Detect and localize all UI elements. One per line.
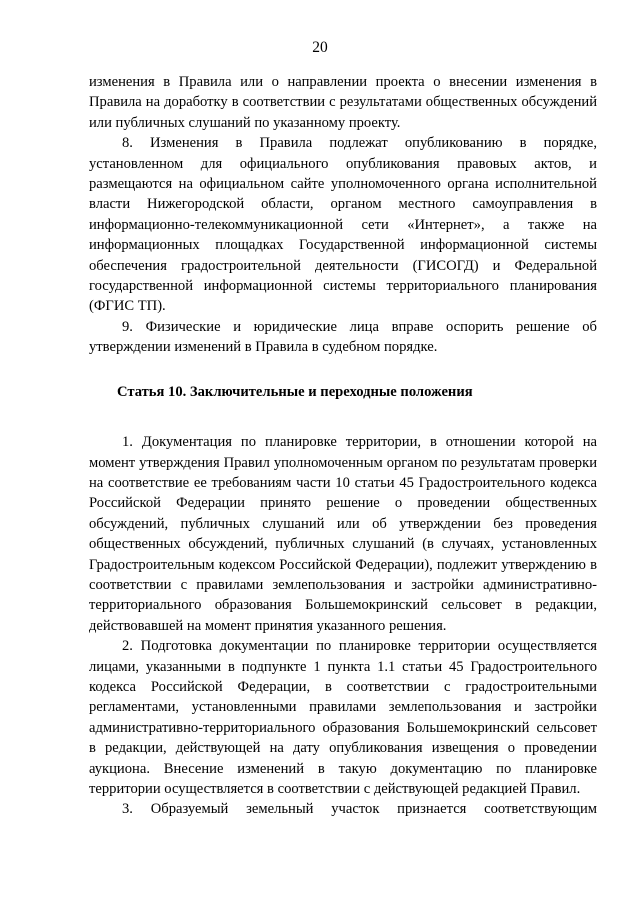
paragraph-8 [89,133,597,317]
text-line: 8. Изменения в Правила подлежат опубликованию в порядке, [122,135,597,152]
text-line: установленном для официального опубликования правовых актов, и [89,155,597,172]
text-line: обсуждений, публичных слушаний или об утверждении без проведения [89,515,597,532]
text-line: кодекса Российской Федерации, в соответствии с градостроительными [89,678,597,695]
document-body [89,72,597,820]
text-line: (ФГИС ТП). [89,298,166,315]
paragraph-intro [89,72,597,133]
page-number: 20 [312,39,328,56]
text-line: регламентами, установленными правилами землепользования и застройки [89,699,597,716]
text-line: соответствии с правилами землепользования и застройки административно- [89,576,597,593]
text-line: информационно-телекоммуникационной сети «Интернет», а также на [89,216,597,233]
article-heading: Статья 10. Заключительные и переходные положения [117,383,473,400]
text-line: действовавшей на момент принятия указанного решения. [89,617,447,634]
text-line: 2. Подготовка документации по планировке территории осуществляется [122,638,597,655]
text-line: государственной информационной системы территориального планирования [89,278,597,295]
text-line: лицами, указанными в подпункте 1 пункта 1.1 статьи 45 Градостроительного [89,658,597,675]
text-line: информационных площадках Государственной информационной системы [89,237,597,254]
text-line: 9. Физические и юридические лица вправе оспорить решение об [122,318,597,335]
article-item-3 [89,799,597,819]
text-line: территориального образования Большемокринский сельсовет в редакции, [89,597,597,614]
text-line: административно-территориального образования Большемокринский сельсовет [89,719,597,736]
article-item-2 [89,636,597,799]
text-line: 3. Образуемый земельный участок признается соответствующим [122,801,597,818]
text-line: власти Нижегородской области, органом местного самоуправления в [89,196,597,213]
text-line: аукциона. Внесение изменений в такую документацию по планировке [89,760,597,777]
text-line: или публичных слушаний по указанному проекту. [89,114,401,131]
text-line: утверждении изменений в Правила в судебном порядке. [89,339,438,356]
paragraph-9 [89,317,597,358]
article-item-1 [89,432,597,636]
text-line: Российской Федерации принято решение о проведении общественных [89,495,597,512]
text-line: момент утверждения Правил уполномоченным органом по результатам проверки [89,454,597,471]
text-line: изменения в Правила или о направлении проекта о внесении изменения в [89,74,597,90]
text-line: в редакции, действующей на дату опубликования извещения о проведении [89,740,597,757]
text-line: обеспечения градостроительной деятельности (ГИСОГД) и Федеральной [89,257,597,274]
text-line: Градостроительным кодексом Российской Федерации), подлежит утверждению в [89,556,597,573]
text-line: Правила на доработку в соответствии с результатами общественных обсуждений [89,94,597,111]
text-line: общественных обсуждений, публичных слушаний (в случаях, установленных [89,536,597,553]
text-line: на соответствие ее требованиям части 10 статьи 45 Градостроительного кодекса [89,474,597,491]
text-line: 1. Документация по планировке территории, в отношении которой на [122,434,597,451]
text-line: размещаются на официальном сайте уполномоченного органа исполнительной [89,176,597,193]
text-line: территории осуществляется в соответствии с действующей редакцией Правил. [89,781,581,797]
